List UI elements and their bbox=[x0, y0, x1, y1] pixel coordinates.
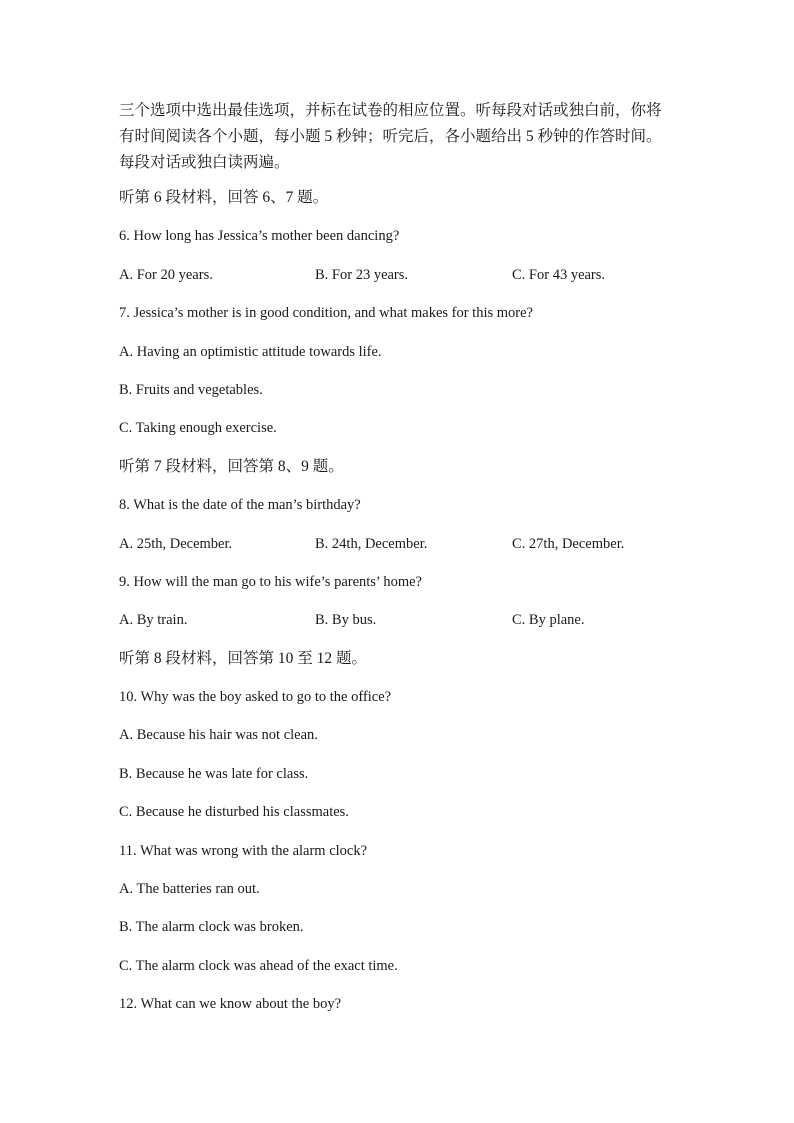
option-b: B. 24th, December. bbox=[315, 535, 428, 552]
option-b: B. Because he was late for class. bbox=[119, 765, 309, 782]
question-8: 8. What is the date of the man’s birthday? bbox=[119, 497, 361, 514]
question-9: 9. How will the man go to his wife’s parents’ home? bbox=[119, 573, 422, 590]
question-11: 11. What was wrong with the alarm clock? bbox=[119, 842, 368, 859]
option-b: B. By bus. bbox=[315, 612, 377, 629]
question-8-options bbox=[119, 534, 699, 572]
option-a: A. Because his hair was not clean. bbox=[119, 727, 318, 744]
option-b: B. Fruits and vegetables. bbox=[119, 381, 263, 398]
option-a: A. Having an optimistic attitude towards life. bbox=[119, 343, 382, 360]
question-12: 12. What can we know about the boy? bbox=[119, 996, 342, 1013]
question-9-options bbox=[119, 610, 699, 648]
instructions-line-2: 有时间阅读各个小题，每小题 5 秒钟；听完后，各小题给出 5 秒钟的作答时间。 bbox=[119, 128, 662, 145]
instructions bbox=[119, 98, 699, 176]
option-c: C. By plane. bbox=[512, 612, 585, 629]
option-a: A. The batteries ran out. bbox=[119, 881, 260, 898]
question-6: 6. How long has Jessica’s mother been dancing? bbox=[119, 228, 400, 245]
option-b: B. The alarm clock was broken. bbox=[119, 919, 304, 936]
option-c: C. For 43 years. bbox=[512, 266, 606, 283]
exam-page bbox=[119, 98, 699, 1033]
instructions-line-1: 三个选项中选出最佳选项，并标在试卷的相应位置。听每段对话或独白前，你将 bbox=[119, 102, 662, 119]
question-6-options bbox=[119, 265, 699, 303]
option-c: C. Because he disturbed his classmates. bbox=[119, 804, 349, 821]
section-8-heading: 听第 8 段材料，回答第 10 至 12 题。 bbox=[119, 649, 368, 667]
instructions-line-3: 每段对话或独白读两遍。 bbox=[119, 154, 290, 171]
question-10: 10. Why was the boy asked to go to the office? bbox=[119, 689, 392, 706]
section-6-heading: 听第 6 段材料，回答 6、7 题。 bbox=[119, 189, 329, 206]
option-c: C. The alarm clock was ahead of the exact time. bbox=[119, 957, 398, 974]
option-b: B. For 23 years. bbox=[315, 266, 409, 283]
question-7: 7. Jessica’s mother is in good condition, and what makes for this more? bbox=[119, 305, 533, 322]
option-c: C. 27th, December. bbox=[512, 535, 625, 552]
option-a: A. For 20 years. bbox=[119, 266, 213, 283]
option-a: A. 25th, December. bbox=[119, 535, 233, 552]
option-a: A. By train. bbox=[119, 612, 188, 629]
section-7-heading: 听第 7 段材料，回答第 8、9 题。 bbox=[119, 457, 344, 475]
option-c: C. Taking enough exercise. bbox=[119, 420, 277, 437]
